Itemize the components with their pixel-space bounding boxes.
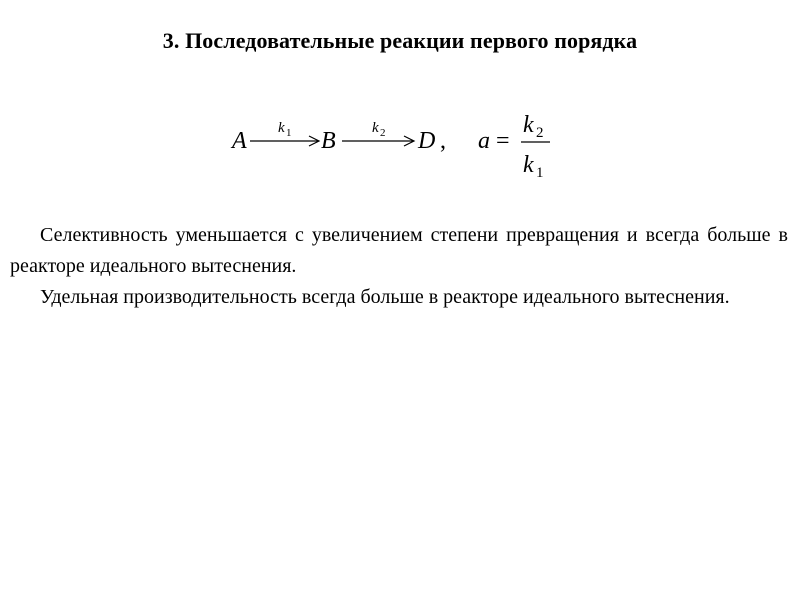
paragraph-selectivity: Селективность уменьшается с увеличением степени превращения и всегда больше в реакторе идеального вытеснения.	[10, 224, 788, 277]
rate-1-index: 1	[286, 127, 292, 139]
slide-title: 3. Последовательные реакции первого порядка	[162, 28, 638, 53]
ratio-symbol: a	[478, 128, 490, 154]
species-b: B	[321, 128, 336, 154]
numerator-symbol: k	[523, 112, 534, 138]
denominator-symbol: k	[523, 152, 534, 178]
paragraph-productivity: Удельная производительность всегда больше в реакторе идеального вытеснения.	[40, 286, 730, 308]
numerator-index: 2	[536, 125, 544, 141]
rate-2-index: 2	[380, 127, 386, 139]
denominator-index: 1	[536, 165, 544, 181]
formula-separator: ,	[440, 128, 446, 154]
reaction-scheme	[0, 100, 800, 190]
rate-1-symbol: k	[278, 120, 285, 136]
slide-body	[10, 220, 788, 313]
rate-2-symbol: k	[372, 120, 379, 136]
species-a: A	[232, 128, 247, 154]
equals-sign: =	[496, 128, 510, 154]
species-d: D	[418, 128, 436, 154]
reaction-formula	[0, 100, 800, 190]
